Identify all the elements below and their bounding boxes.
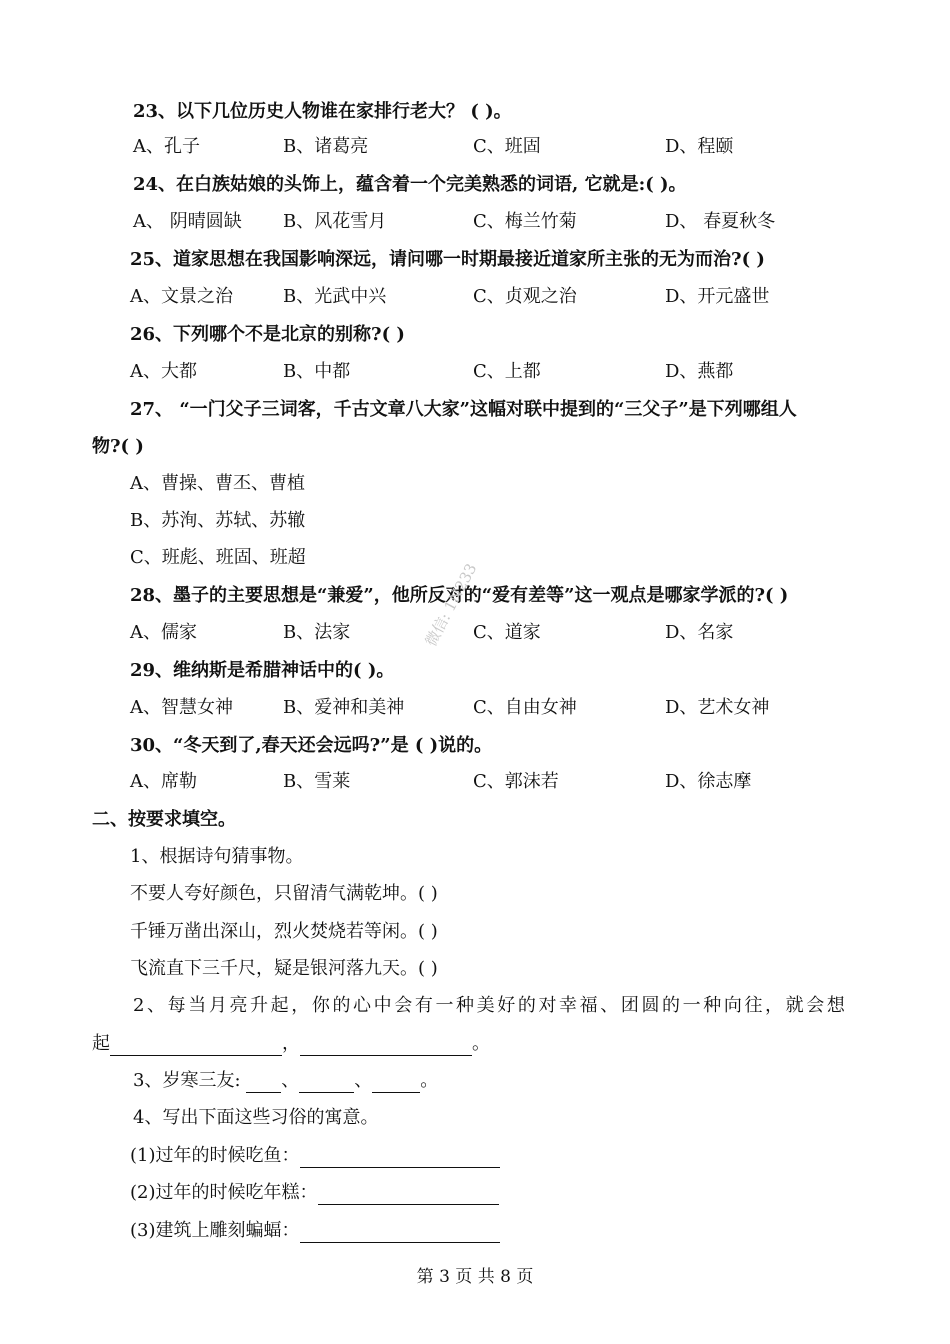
- item-1-poem-1: 不要人夸好颜色，只留清气满乾坤。( ): [130, 883, 438, 904]
- q27-option-b: B、苏洵、苏轼、苏辙: [130, 510, 306, 531]
- item-2-blank-1[interactable]: [110, 1037, 282, 1056]
- item-4-blank-2[interactable]: [318, 1186, 499, 1205]
- q23-option-a: A、孔子: [133, 136, 200, 157]
- q28-option-a: A、儒家: [130, 622, 197, 643]
- question-30: 30、“冬天到了,春天还会远吗?”是 ( )说的。: [130, 735, 493, 756]
- item-3-end: 。: [420, 1070, 439, 1091]
- item-4-label-1: (1)过年的时候吃鱼：: [130, 1145, 300, 1166]
- item-2-line-1: 2、每当月亮升起，你的心中会有一种美好的对幸福、团圆的一种向往，就会想: [133, 995, 848, 1016]
- question-29: 29、维纳斯是希腊神话中的( )。: [130, 660, 395, 681]
- question-23: 23、以下几位历史人物谁在家排行老大？ ( )。: [133, 101, 512, 122]
- q26-option-c: C、上都: [473, 361, 541, 382]
- q30-option-c: C、郭沫若: [473, 771, 559, 792]
- q25-option-c: C、贞观之治: [473, 286, 577, 307]
- page-footer: 第 3 页 共 8 页: [416, 1267, 534, 1287]
- item-3-blank-3[interactable]: [372, 1074, 420, 1093]
- q29-option-b: B、爱神和美神: [283, 697, 405, 718]
- q23-option-c: C、班固: [473, 136, 541, 157]
- q27-option-a: A、曹操、曹丕、曹植: [130, 473, 305, 494]
- q26-option-b: B、中都: [283, 361, 351, 382]
- q29-option-a: A、智慧女神: [130, 697, 233, 718]
- q24-option-a: A、 阴晴圆缺: [133, 211, 242, 232]
- section-2-heading: 二、按要求填空。: [92, 809, 236, 830]
- q28-option-b: B、法家: [283, 622, 351, 643]
- q25-option-a: A、文景之治: [130, 286, 233, 307]
- q23-option-b: B、诸葛亮: [283, 136, 369, 157]
- question-25: 25、道家思想在我国影响深远，请问哪一时期最接近道家所主张的无为而治?( ): [130, 249, 765, 270]
- q27-option-c: C、班彪、班固、班超: [130, 547, 306, 568]
- item-4-blank-3[interactable]: [300, 1224, 500, 1243]
- item-3-blank-2[interactable]: [299, 1074, 354, 1093]
- q28-option-c: C、道家: [473, 622, 541, 643]
- item-2-line-2: [92, 1032, 490, 1056]
- item-4-line-3: [130, 1219, 500, 1243]
- item-2-prefix: 起: [92, 1033, 110, 1054]
- item-1-poem-2: 千锤万凿出深山，烈火焚烧若等闲。( ): [130, 921, 438, 942]
- item-2-blank-2[interactable]: [300, 1037, 472, 1056]
- q25-option-d: D、开元盛世: [665, 286, 770, 307]
- question-27-line2: 物?( ): [92, 436, 144, 457]
- q24-option-d: D、 春夏秋冬: [665, 211, 776, 232]
- q29-option-d: D、艺术女神: [665, 697, 770, 718]
- item-4-blank-1[interactable]: [300, 1149, 500, 1168]
- q26-option-a: A、大都: [130, 361, 197, 382]
- q28-option-d: D、名家: [665, 622, 734, 643]
- q30-option-b: B、雪莱: [283, 771, 351, 792]
- item-3-sep-1: 、: [281, 1070, 300, 1091]
- q29-option-c: C、自由女神: [473, 697, 577, 718]
- q24-option-c: C、梅兰竹菊: [473, 211, 577, 232]
- question-28: 28、墨子的主要思想是“兼爱”，他所反对的“爱有差等”这一观点是哪家学派的?( ): [130, 585, 789, 606]
- item-4-line-2: [130, 1181, 499, 1205]
- q30-option-a: A、席勒: [130, 771, 197, 792]
- q23-option-d: D、程颐: [665, 136, 734, 157]
- q30-option-d: D、徐志摩: [665, 771, 752, 792]
- item-3-line: [133, 1069, 438, 1093]
- item-4-label-3: (3)建筑上雕刻蝙蝠：: [130, 1220, 300, 1241]
- q24-option-b: B、风花雪月: [283, 211, 387, 232]
- item-4-label-2: (2)过年的时候吃年糕：: [130, 1182, 318, 1203]
- item-3-blank-1[interactable]: [246, 1074, 281, 1093]
- item-3-prefix: 3、岁寒三友:: [133, 1070, 247, 1091]
- item-3-sep-2: 、: [354, 1070, 373, 1091]
- item-2-sep: ，: [282, 1033, 300, 1054]
- question-24: 24、在白族姑娘的头饰上，蕴含着一个完美熟悉的词语, 它就是:( )。: [133, 174, 687, 195]
- q26-option-d: D、燕都: [665, 361, 734, 382]
- item-1-poem-3: 飞流直下三千尺，疑是银河落九天。( ): [130, 958, 438, 979]
- item-1-title: 1、根据诗句猜事物。: [130, 846, 304, 867]
- item-4-line-1: [130, 1144, 500, 1168]
- question-27-line1: 27、 “一门父子三词客，千古文章八大家”这幅对联中提到的“三父子”是下列哪组人: [130, 399, 797, 420]
- question-26: 26、下列哪个不是北京的别称?( ): [130, 324, 405, 345]
- watermark: 微信: 1N233: [421, 560, 481, 650]
- item-2-end: 。: [472, 1033, 490, 1054]
- item-4-title: 4、写出下面这些习俗的寓意。: [133, 1107, 379, 1128]
- q25-option-b: B、光武中兴: [283, 286, 387, 307]
